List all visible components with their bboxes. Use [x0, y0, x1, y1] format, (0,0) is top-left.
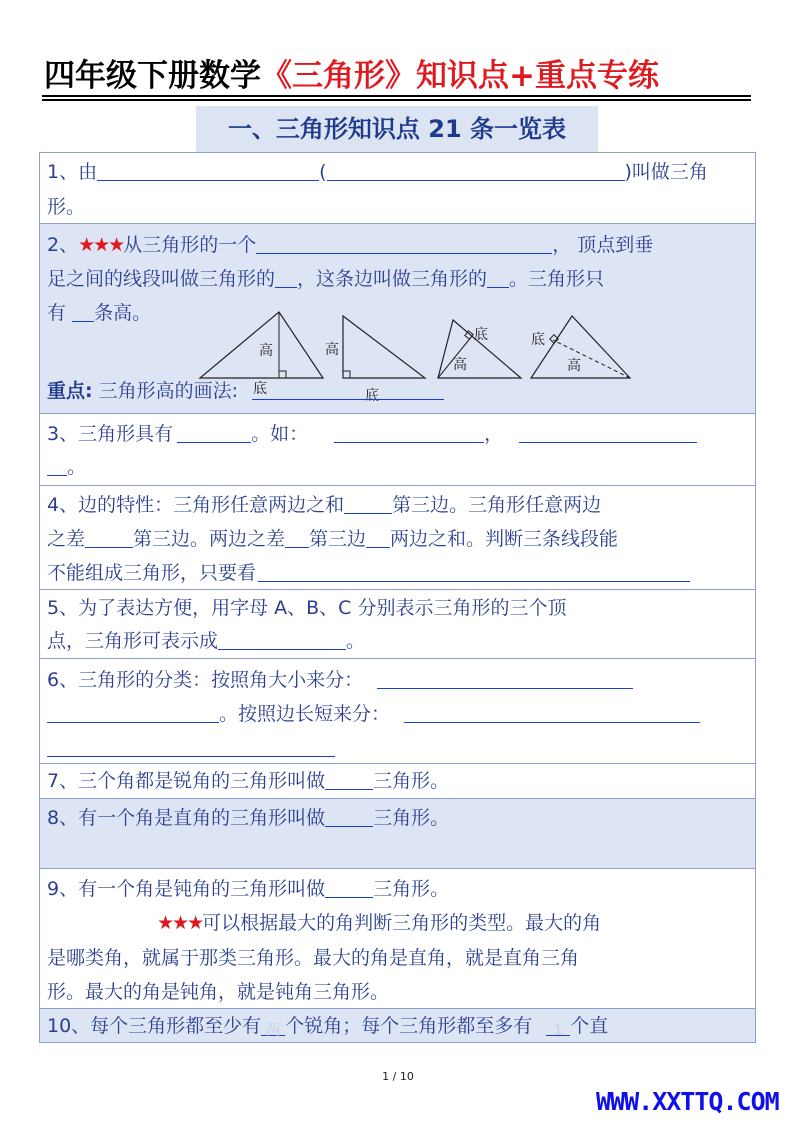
triangle-1-base-label: 底 — [253, 381, 267, 397]
item-4-line-2d: 两边之和。判断三条线段能 — [390, 528, 619, 550]
site-watermark: WWW.XXTTQ.COM — [596, 1087, 779, 1116]
item-5-end: 。 — [346, 630, 366, 652]
item-8-text: 8、有一个角是直角的三角形叫做 — [47, 807, 326, 829]
item-9-line-2: 可以根据最大的角判断三角形的类型。最大的角 — [202, 912, 602, 934]
item-10-text-2: 个锐角；每个三角形都至多有 — [285, 1015, 533, 1037]
document-title — [44, 50, 754, 94]
item-4-blank-1[interactable] — [344, 490, 392, 514]
item-9-end: 三角形。 — [373, 878, 450, 900]
item-3-text: 3、三角形具有 — [47, 423, 174, 445]
item-1-line-2: 形。 — [47, 196, 86, 218]
triangle-4-height-label: 高 — [567, 358, 581, 374]
item-1-blank-1[interactable] — [97, 157, 319, 181]
item-3-blank-1[interactable] — [177, 419, 251, 443]
item-3-blank-2[interactable] — [334, 419, 484, 443]
item-9-stars: ★★★ — [157, 912, 203, 934]
item-6-blank-4[interactable] — [47, 733, 335, 757]
item-3-end: 。 — [67, 456, 87, 478]
item-2-blank-3[interactable] — [487, 264, 509, 288]
item-2-number: 2、 — [47, 234, 79, 256]
item-5-blank-1[interactable] — [218, 626, 346, 650]
triangle-3-base-label: 底 — [474, 327, 488, 343]
item-2-line-3b: 条高。 — [94, 302, 152, 324]
item-4-blank-5[interactable] — [258, 558, 690, 582]
item-2-blank-2[interactable] — [275, 264, 297, 288]
key-point-label: 重点: — [47, 380, 93, 402]
item-4-line-3: 不能组成三角形，只要看 — [47, 562, 257, 584]
item-row-3 — [39, 413, 756, 485]
item-4-text: 4、边的特性：三角形任意两边之和 — [47, 494, 345, 516]
item-3-blank-4[interactable] — [47, 452, 67, 476]
item-6-blank-3[interactable] — [404, 699, 700, 723]
item-2-text: 从三角形的一个 — [123, 234, 257, 256]
item-row-2 — [39, 223, 756, 413]
item-2-text-2: ， 顶点到垂 — [552, 234, 654, 256]
item-2-stars: ★★★ — [78, 234, 124, 256]
item-row-8 — [39, 798, 756, 868]
triangle-4-base-label: 底 — [531, 332, 545, 348]
item-7-end: 三角形。 — [373, 770, 450, 792]
item-3-example-label: 。如： — [251, 423, 309, 445]
item-4-blank-2[interactable] — [85, 524, 133, 548]
item-2-blank-4[interactable] — [72, 298, 94, 322]
item-7-text: 7、三个角都是锐角的三角形叫做 — [47, 770, 326, 792]
item-1-text-end: )叫做三角 — [624, 161, 708, 183]
title-rule-bottom — [42, 99, 751, 101]
item-row-6 — [39, 658, 756, 763]
item-10-text: 10、每个三角形都至少有 — [47, 1015, 262, 1037]
item-6-line-2: 。按照边长短来分： — [219, 703, 391, 725]
item-5-line-2: 点，三角形可表示成 — [47, 630, 219, 652]
key-point-text: 三角形高的画法: — [92, 380, 239, 402]
item-6-blank-2[interactable] — [47, 699, 219, 723]
item-row-5 — [39, 589, 756, 658]
triangle-2-height-label: 高 — [325, 342, 339, 358]
item-row-7 — [39, 763, 756, 798]
title-grade: 四年级下册数学 — [44, 58, 261, 94]
item-9-line-4: 形。最大的角是钝角，就是钝角三角形。 — [47, 981, 390, 1003]
item-4-blank-3[interactable] — [285, 524, 309, 548]
item-row-10 — [39, 1008, 756, 1043]
triangle-diagram-4 — [531, 316, 630, 378]
item-7-blank[interactable] — [325, 766, 373, 790]
item-3-blank-3[interactable] — [519, 419, 697, 443]
item-9-text: 9、有一个角是钝角的三角形叫做 — [47, 878, 326, 900]
title-topic: 《三角形》 — [261, 58, 416, 94]
item-6-blank-1[interactable] — [377, 665, 633, 689]
item-1-text: 1、由 — [47, 161, 98, 183]
page-number: 1 / 10 — [382, 1070, 414, 1083]
item-10-hint-1: 两 — [265, 1021, 281, 1039]
item-3-comma: ， — [484, 423, 504, 445]
item-6-line-1: 6、三角形的分类：按照角大小来分： — [47, 669, 364, 691]
item-9-line-3: 是哪类角，就属于那类三角形。最大的角是直角，就是直角三角 — [47, 947, 580, 969]
item-1-paren-open: ( — [319, 161, 327, 183]
item-5-line-1: 5、为了表达方便，用字母 A、B、C 分别表示三角形的三个顶 — [47, 597, 567, 619]
item-2-blank-1[interactable] — [256, 230, 552, 254]
item-2-line-2b: ，这条边叫做三角形的 — [297, 268, 488, 290]
item-4-line-2b: 第三边。两边之差 — [133, 528, 286, 550]
item-4-blank-4[interactable] — [366, 524, 390, 548]
section-heading: 一、三角形知识点 21 条一览表 — [196, 106, 598, 152]
item-2-line-2c: 。三角形只 — [509, 268, 605, 290]
item-8-blank[interactable] — [325, 803, 373, 827]
title-suffix: 知识点+重点专练 — [416, 58, 659, 94]
item-10-hint-2: 1 — [553, 1021, 563, 1039]
item-10-text-3: 个直 — [570, 1015, 609, 1037]
triangle-diagram-3 — [438, 320, 521, 378]
triangle-3-height-label: 高 — [453, 357, 467, 373]
item-row-4 — [39, 485, 756, 589]
triangle-1-height-label: 高 — [259, 343, 273, 359]
item-2-line-2a: 足之间的线段叫做三角形的 — [47, 268, 276, 290]
item-4-line-2a: 之差 — [47, 528, 86, 550]
item-8-end: 三角形。 — [373, 807, 450, 829]
item-4-text-2: 第三边。三角形任意两边 — [392, 494, 602, 516]
item-4-line-2c: 第三边 — [309, 528, 367, 550]
triangle-2-base-label: 底 — [365, 388, 379, 404]
item-row-1 — [39, 152, 756, 223]
item-9-blank[interactable] — [325, 874, 373, 898]
item-row-9 — [39, 868, 756, 1008]
title-rule-top — [42, 95, 751, 97]
item-1-blank-2[interactable] — [327, 157, 625, 181]
item-2-line-3a: 有 — [47, 302, 67, 324]
key-point-blank[interactable] — [252, 376, 444, 400]
